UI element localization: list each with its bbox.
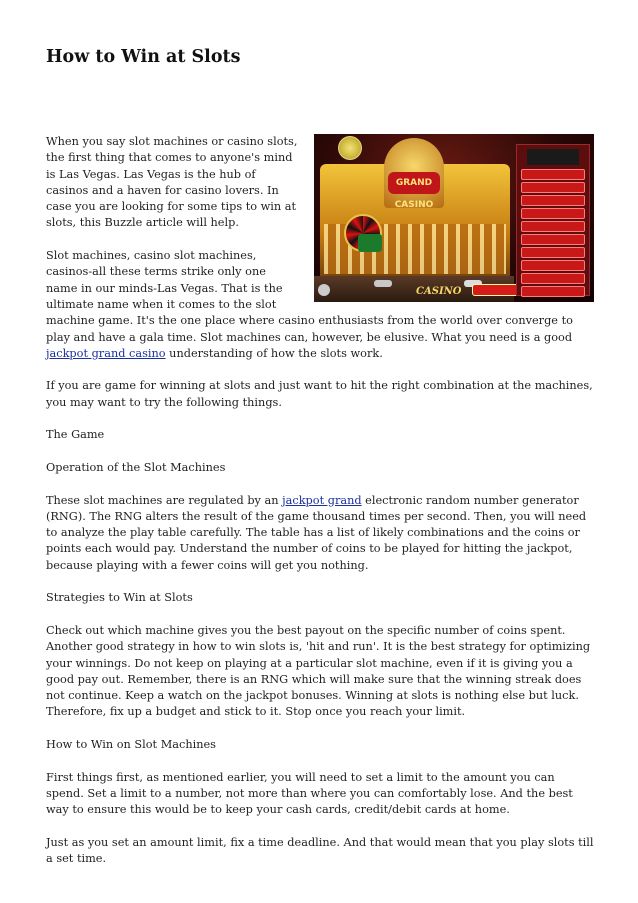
card-table-icon <box>358 234 382 252</box>
casino-wordmark: CASINO <box>416 286 462 297</box>
jackpot-grand-casino-link[interactable]: jackpot grand casino <box>46 346 166 360</box>
heading-strategies: Strategies to Win at Slots <box>46 591 193 605</box>
paragraph-time: Just as you set an amount limit, fix a time deadline. And that would mean that you play slots till a set time. <box>46 835 594 866</box>
paragraph-intro: When you say slot machines or casino slots, the first thing that comes to anyone's mind is Las Vegas. Las Vegas is the hub of casinos and a haven for casino lovers. In case you are looking for some tips to win at slots, this Buzzle article will help. <box>46 135 298 230</box>
heading-how-to-win: How to Win on Slot Machines <box>46 737 216 751</box>
paragraph-las-vegas: Slot machines, casino slot machines, casinos-all these terms strike only one name in our minds-Las Vegas. That is the ultimate name when it comes to the slot machine game. It's the one place where casino enthusiasts from the world over converge to play and have a gala time. Slot machines can, however, be elusive. What you need is a good jackpot grand casino understanding of how the slots work. <box>46 249 573 360</box>
page-title: How to Win at Slots <box>46 47 241 67</box>
casino-sign: GRAND CASINO <box>388 172 440 194</box>
paragraph-limit: First things first, as mentioned earlier, you will need to set a limit to the amount you can spend. Set a limit to a number, not more than where you can comfortably lose. And the best way to ensure this would be to keep your cash cards, credit/debit cards at home. <box>46 770 573 817</box>
game-menu-panel <box>516 144 590 296</box>
heading-the-game: The Game <box>46 428 105 442</box>
paragraph-strategies: Check out which machine gives you the best payout on the specific number of coins spent. Another good strategy in how to win slots is, 'hit and run'. It is the best strategy for optimizing your winnings. Do not keep on playing at a particular slot machine, even if it is giving you a good pay out. Remember, there is an RNG which will make sure that the winning streak does not continue. Keep a watch on the jackpot bonuses. Winning at slots is nothing else but luck. Therefore, fix up a budget and stick to it. Stop once you reach your limit. <box>46 623 591 719</box>
paragraph-rng: These slot machines are regulated by an jackpot grand electronic random number generator (RNG). The RNG alters the result of the game thousand times per second. Then, you will need to analyze the play table carefully. The table has a list of likely combinations and the coins or points each would pay. Understand the number of coins to be played for hitting the jackpot, because playing with a fewer coins will get you nothing. <box>46 493 587 572</box>
logo-badge-icon <box>338 136 362 160</box>
jackpot-grand-link[interactable]: jackpot grand <box>282 493 362 507</box>
heading-operation: Operation of the Slot Machines <box>46 460 226 474</box>
paragraph-game-tips: If you are game for winning at slots and just want to hit the right combination at the machines, you may want to try the following things. <box>46 379 593 409</box>
casino-hero-image <box>314 134 594 302</box>
article-body <box>46 134 594 884</box>
brand-mini-icon <box>318 284 330 296</box>
